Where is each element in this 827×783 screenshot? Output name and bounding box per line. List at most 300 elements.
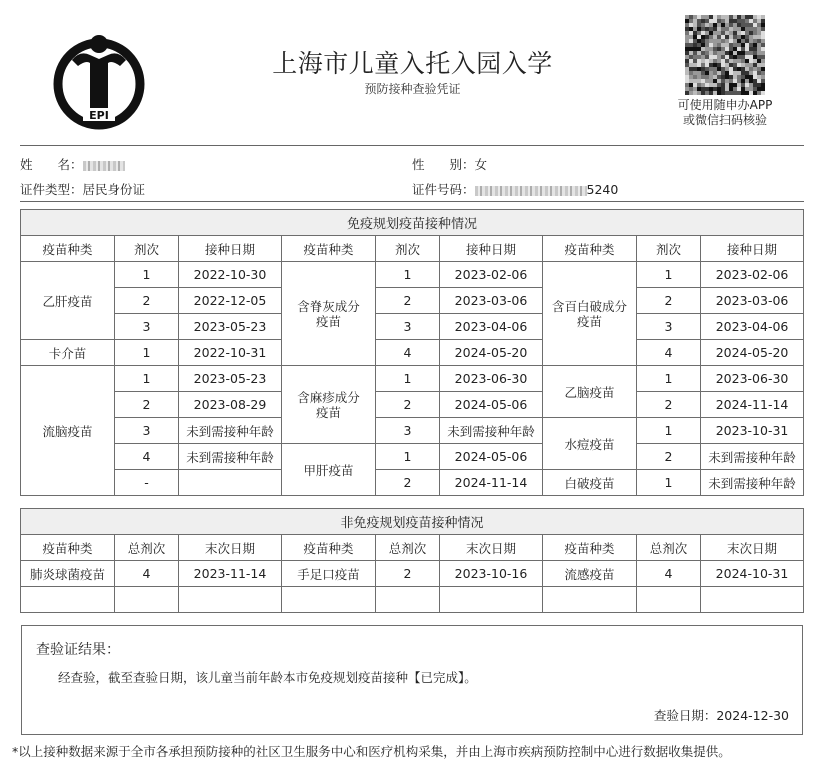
- qr-cell: [685, 91, 689, 95]
- qr-cell: [705, 43, 709, 47]
- qr-cell: [697, 27, 701, 31]
- last-date: 2023-10-16: [440, 561, 543, 587]
- info-gender: [412, 155, 487, 173]
- qr-cell: [697, 67, 701, 71]
- dose-number: 3: [115, 314, 179, 340]
- qr-cell: [761, 67, 765, 71]
- qr-cell: [713, 23, 717, 27]
- qr-cell: [693, 23, 697, 27]
- dose-number: 1: [115, 340, 179, 366]
- dose-date: 2023-06-30: [701, 366, 804, 392]
- qr-cell: [737, 75, 741, 79]
- qr-cell: [761, 39, 765, 43]
- qr-cell: [761, 71, 765, 75]
- qr-cell: [753, 91, 757, 95]
- qr-cell: [721, 91, 725, 95]
- qr-cell: [709, 67, 713, 71]
- qr-cell: [729, 71, 733, 75]
- qr-cell: [745, 75, 749, 79]
- qr-cell: [761, 19, 765, 23]
- qr-cell: [713, 15, 717, 19]
- qr-cell: [721, 43, 725, 47]
- qr-cell: [733, 43, 737, 47]
- qr-cell: [729, 83, 733, 87]
- qr-cell: [757, 63, 761, 67]
- dose-number: 1: [637, 366, 701, 392]
- name-redacted: [83, 161, 125, 171]
- qr-cell: [721, 23, 725, 27]
- qr-cell: [749, 79, 753, 83]
- dose-date: [179, 470, 282, 496]
- qr-cell: [745, 71, 749, 75]
- qr-cell: [757, 43, 761, 47]
- qr-cell: [729, 39, 733, 43]
- qr-cell: [729, 75, 733, 79]
- qr-cell: [693, 83, 697, 87]
- qr-cell: [733, 19, 737, 23]
- planned-header-row: [21, 236, 804, 262]
- qr-cell: [753, 39, 757, 43]
- qr-cell: [749, 39, 753, 43]
- qr-cell: [749, 35, 753, 39]
- qr-cell: [729, 67, 733, 71]
- qr-cell: [689, 15, 693, 19]
- qr-cell: [709, 39, 713, 43]
- qr-cell: [701, 75, 705, 79]
- qr-cell: [733, 35, 737, 39]
- qr-cell: [725, 15, 729, 19]
- qr-cell: [713, 35, 717, 39]
- qr-cell: [741, 71, 745, 75]
- qr-cell: [685, 23, 689, 27]
- qr-cell: [737, 59, 741, 63]
- total-doses: 4: [637, 561, 701, 587]
- vaccine-name-text: 含麻疹成分疫苗: [297, 389, 360, 420]
- qr-cell: [717, 51, 721, 55]
- qr-cell: [721, 67, 725, 71]
- dose-date: 未到需接种年龄: [701, 444, 804, 470]
- qr-cell: [709, 35, 713, 39]
- empty-cell: [115, 587, 179, 613]
- qr-cell: [729, 19, 733, 23]
- qr-cell: [737, 43, 741, 47]
- qr-cell: [725, 79, 729, 83]
- id-type-label: 证件类型：: [20, 182, 83, 197]
- dose-date: 2024-05-20: [440, 340, 543, 366]
- qr-cell: [749, 55, 753, 59]
- qr-cell: [741, 75, 745, 79]
- qr-cell: [761, 23, 765, 27]
- qr-cell: [753, 19, 757, 23]
- qr-cell: [685, 55, 689, 59]
- qr-cell: [713, 31, 717, 35]
- qr-cell: [693, 55, 697, 59]
- qr-cell: [741, 91, 745, 95]
- qr-cell: [729, 47, 733, 51]
- qr-cell: [745, 47, 749, 51]
- qr-cell: [745, 51, 749, 55]
- qr-cell: [745, 67, 749, 71]
- qr-cell: [685, 39, 689, 43]
- qr-cell: [753, 83, 757, 87]
- column-header: 末次日期: [440, 535, 543, 561]
- table-row: [21, 262, 804, 288]
- qr-cell: [697, 59, 701, 63]
- qr-cell: [749, 27, 753, 31]
- qr-cell: [685, 67, 689, 71]
- qr-cell: [717, 55, 721, 59]
- qr-cell: [749, 23, 753, 27]
- qr-cell: [749, 83, 753, 87]
- column-header: 剂次: [637, 236, 701, 262]
- dose-number: 3: [376, 418, 440, 444]
- qr-cell: [697, 87, 701, 91]
- qr-cell: [725, 51, 729, 55]
- qr-cell: [733, 71, 737, 75]
- qr-cell: [725, 31, 729, 35]
- dose-number: 1: [376, 366, 440, 392]
- qr-cell: [737, 47, 741, 51]
- qr-cell: [697, 39, 701, 43]
- qr-cell: [761, 43, 765, 47]
- dose-date: 2023-06-30: [440, 366, 543, 392]
- vaccine-name-text: 含脊灰成分疫苗: [297, 298, 360, 329]
- qr-cell: [757, 39, 761, 43]
- qr-cell: [713, 47, 717, 51]
- qr-cell: [709, 55, 713, 59]
- qr-cell: [705, 19, 709, 23]
- qr-cell: [745, 55, 749, 59]
- qr-cell: [709, 91, 713, 95]
- qr-cell: [741, 47, 745, 51]
- qr-cell: [705, 15, 709, 19]
- result-text: 经查验，截至查验日期，该儿童当前年龄本市免疫规划疫苗接种【已完成】。: [58, 670, 477, 685]
- qr-cell: [701, 71, 705, 75]
- table-row: [21, 392, 804, 418]
- qr-cell: [749, 31, 753, 35]
- qr-cell: [693, 51, 697, 55]
- qr-cell: [709, 23, 713, 27]
- qr-cell: [725, 47, 729, 51]
- qr-cell: [757, 91, 761, 95]
- qr-cell: [737, 91, 741, 95]
- qr-cell: [753, 75, 757, 79]
- dose-date: 2023-05-23: [179, 366, 282, 392]
- qr-cell: [745, 15, 749, 19]
- qr-cell: [745, 35, 749, 39]
- qr-cell: [689, 51, 693, 55]
- qr-cell: [709, 75, 713, 79]
- info-name: [20, 155, 125, 173]
- qr-cell: [685, 87, 689, 91]
- qr-cell: [697, 79, 701, 83]
- qr-cell: [753, 67, 757, 71]
- vaccine-name: 白破疫苗: [543, 470, 637, 496]
- planned-vaccine-table: [20, 209, 804, 496]
- column-header: 疫苗种类: [282, 236, 376, 262]
- dose-date: 2023-02-06: [440, 262, 543, 288]
- qr-cell: [761, 79, 765, 83]
- qr-cell: [697, 15, 701, 19]
- qr-cell: [709, 83, 713, 87]
- qr-cell: [733, 39, 737, 43]
- id-number-redacted: [475, 186, 587, 196]
- qr-cell: [757, 87, 761, 91]
- qr-cell: [689, 71, 693, 75]
- qr-cell: [745, 43, 749, 47]
- vaccine-name: 肺炎球菌疫苗: [21, 561, 115, 587]
- dose-number: 4: [376, 340, 440, 366]
- dose-number: 2: [376, 470, 440, 496]
- qr-cell: [689, 23, 693, 27]
- empty-cell: [21, 587, 115, 613]
- qr-cell: [729, 43, 733, 47]
- empty-cell: [179, 587, 282, 613]
- qr-cell: [689, 79, 693, 83]
- qr-cell: [701, 43, 705, 47]
- qr-cell: [737, 83, 741, 87]
- qr-cell: [761, 87, 765, 91]
- qr-cell: [701, 87, 705, 91]
- info-id-number: [412, 180, 618, 198]
- verification-result-box: [21, 625, 803, 735]
- qr-cell: [757, 15, 761, 19]
- qr-cell: [709, 15, 713, 19]
- qr-cell: [753, 31, 757, 35]
- qr-cell: [725, 35, 729, 39]
- qr-cell: [697, 55, 701, 59]
- svg-text:EPI: EPI: [89, 109, 109, 122]
- qr-cell: [701, 67, 705, 71]
- qr-cell: [761, 83, 765, 87]
- dose-date: 2024-05-06: [440, 392, 543, 418]
- qr-cell: [741, 51, 745, 55]
- qr-cell: [761, 55, 765, 59]
- qr-cell: [685, 15, 689, 19]
- qr-cell: [705, 79, 709, 83]
- qr-cell: [745, 39, 749, 43]
- qr-cell: [749, 59, 753, 63]
- qr-cell: [729, 31, 733, 35]
- column-header: 疫苗种类: [21, 535, 115, 561]
- qr-cell: [737, 63, 741, 67]
- qr-cell: [709, 43, 713, 47]
- qr-cell: [717, 47, 721, 51]
- qr-cell: [757, 23, 761, 27]
- qr-cell: [757, 71, 761, 75]
- dose-number: 3: [637, 314, 701, 340]
- empty-cell: [440, 587, 543, 613]
- qr-cell: [749, 43, 753, 47]
- dose-number: 4: [637, 340, 701, 366]
- qr-cell: [741, 19, 745, 23]
- qr-cell: [701, 91, 705, 95]
- qr-cell: [729, 23, 733, 27]
- qr-cell: [701, 63, 705, 67]
- divider-top: [20, 145, 804, 146]
- qr-cell: [729, 27, 733, 31]
- qr-cell: [741, 43, 745, 47]
- qr-cell: [717, 43, 721, 47]
- qr-caption-line1: 可使用随申办APP: [677, 98, 773, 112]
- qr-cell: [753, 47, 757, 51]
- qr-cell: [717, 79, 721, 83]
- vaccine-name: [282, 366, 376, 444]
- total-doses: 2: [376, 561, 440, 587]
- qr-cell: [753, 63, 757, 67]
- dose-date: 未到需接种年龄: [440, 418, 543, 444]
- qr-cell: [713, 63, 717, 67]
- qr-cell: [753, 87, 757, 91]
- qr-cell: [693, 75, 697, 79]
- qr-cell: [757, 67, 761, 71]
- qr-cell: [709, 59, 713, 63]
- qr-cell: [717, 91, 721, 95]
- qr-cell: [733, 47, 737, 51]
- qr-cell: [761, 63, 765, 67]
- column-header: 总剂次: [115, 535, 179, 561]
- qr-cell: [745, 19, 749, 23]
- column-header: 疫苗种类: [282, 535, 376, 561]
- verification-date-value: 2024-12-30: [716, 708, 789, 723]
- dose-date: 2022-10-30: [179, 262, 282, 288]
- qr-cell: [737, 55, 741, 59]
- qr-cell: [689, 43, 693, 47]
- dose-number: 1: [637, 262, 701, 288]
- qr-cell: [701, 19, 705, 23]
- qr-cell: [745, 63, 749, 67]
- qr-code[interactable]: [684, 15, 766, 95]
- qr-cell: [717, 83, 721, 87]
- qr-cell: [689, 55, 693, 59]
- table-row: [21, 366, 804, 392]
- qr-cell: [733, 63, 737, 67]
- qr-cell: [685, 35, 689, 39]
- qr-cell: [761, 31, 765, 35]
- dose-date: 2022-12-05: [179, 288, 282, 314]
- qr-cell: [689, 31, 693, 35]
- qr-cell: [749, 75, 753, 79]
- qr-cell: [761, 91, 765, 95]
- qr-cell: [745, 87, 749, 91]
- table-row: [21, 444, 804, 470]
- epi-logo: [50, 30, 148, 130]
- empty-cell: [701, 587, 804, 613]
- qr-cell: [741, 31, 745, 35]
- qr-cell: [717, 75, 721, 79]
- qr-cell: [697, 35, 701, 39]
- qr-cell: [729, 51, 733, 55]
- table-row: [21, 561, 804, 587]
- qr-cell: [741, 87, 745, 91]
- qr-cell: [757, 59, 761, 63]
- qr-cell: [693, 67, 697, 71]
- dose-number: 1: [637, 470, 701, 496]
- last-date: 2023-11-14: [179, 561, 282, 587]
- qr-cell: [701, 31, 705, 35]
- qr-cell: [733, 55, 737, 59]
- qr-cell: [733, 31, 737, 35]
- qr-cell: [737, 79, 741, 83]
- qr-cell: [733, 23, 737, 27]
- vaccine-name: 乙脑疫苗: [543, 366, 637, 418]
- column-header: 疫苗种类: [543, 236, 637, 262]
- qr-cell: [721, 83, 725, 87]
- qr-cell: [757, 31, 761, 35]
- qr-cell: [725, 71, 729, 75]
- total-doses: 4: [115, 561, 179, 587]
- qr-cell: [737, 39, 741, 43]
- dose-date: 2023-08-29: [179, 392, 282, 418]
- nonplanned-table-caption: 非免疫规划疫苗接种情况: [21, 509, 804, 535]
- qr-cell: [757, 19, 761, 23]
- dose-date: 2023-04-06: [701, 314, 804, 340]
- qr-cell: [701, 39, 705, 43]
- qr-cell: [725, 27, 729, 31]
- qr-cell: [741, 27, 745, 31]
- qr-cell: [737, 67, 741, 71]
- qr-caption: [660, 98, 790, 128]
- qr-cell: [709, 19, 713, 23]
- qr-cell: [689, 87, 693, 91]
- qr-cell: [757, 47, 761, 51]
- qr-cell: [741, 35, 745, 39]
- qr-cell: [705, 67, 709, 71]
- qr-cell: [685, 83, 689, 87]
- document-title: 上海市儿童入托入园入学: [272, 49, 553, 78]
- dose-date: 未到需接种年龄: [179, 418, 282, 444]
- vaccine-name: [543, 262, 637, 366]
- vaccine-name: 流脑疫苗: [21, 366, 115, 496]
- qr-cell: [741, 39, 745, 43]
- qr-cell: [741, 79, 745, 83]
- dose-date: 2024-11-14: [440, 470, 543, 496]
- table-row: [21, 340, 804, 366]
- dose-number: 2: [637, 288, 701, 314]
- document-subtitle: 预防接种查验凭证: [364, 82, 461, 96]
- qr-cell: [757, 55, 761, 59]
- vaccine-name: [282, 262, 376, 366]
- qr-cell: [717, 39, 721, 43]
- qr-cell: [713, 79, 717, 83]
- qr-cell: [761, 59, 765, 63]
- qr-cell: [693, 43, 697, 47]
- qr-cell: [693, 19, 697, 23]
- table-row-empty: [21, 587, 804, 613]
- qr-cell: [737, 35, 741, 39]
- qr-cell: [709, 51, 713, 55]
- qr-cell: [733, 51, 737, 55]
- qr-cell: [761, 75, 765, 79]
- qr-cell: [697, 83, 701, 87]
- qr-cell: [729, 55, 733, 59]
- qr-cell: [697, 51, 701, 55]
- qr-cell: [689, 39, 693, 43]
- qr-cell: [761, 51, 765, 55]
- qr-cell: [749, 15, 753, 19]
- qr-cell: [697, 63, 701, 67]
- qr-cell: [713, 55, 717, 59]
- qr-cell: [701, 23, 705, 27]
- qr-cell: [749, 63, 753, 67]
- qr-cell: [689, 47, 693, 51]
- qr-cell: [741, 55, 745, 59]
- qr-cell: [701, 79, 705, 83]
- qr-cell: [749, 51, 753, 55]
- qr-cell: [697, 19, 701, 23]
- qr-cell: [749, 91, 753, 95]
- qr-cell: [697, 91, 701, 95]
